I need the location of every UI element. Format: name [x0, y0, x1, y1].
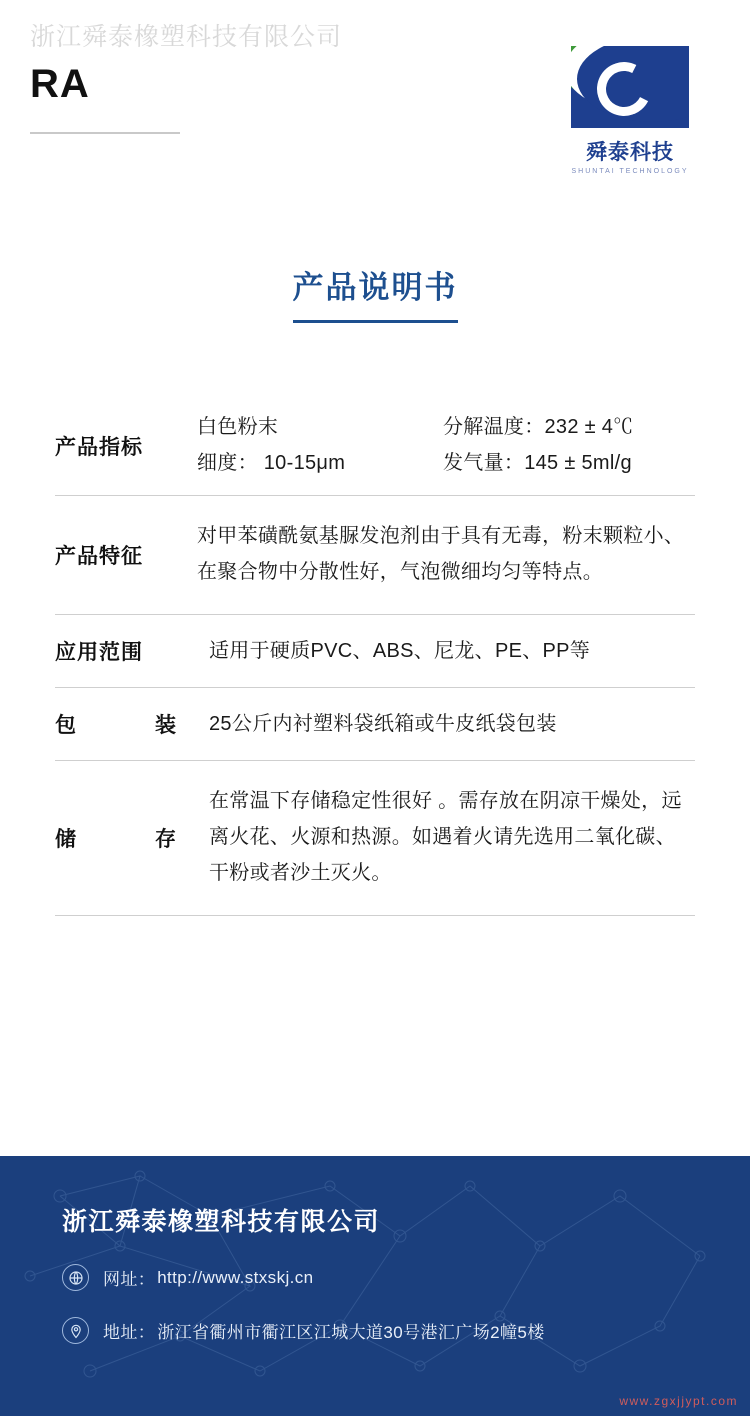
indicators-column-left	[197, 409, 443, 481]
logo-company-cn: 舜泰科技	[586, 141, 674, 164]
indicators-column-right	[443, 409, 695, 481]
row-label-storage	[55, 761, 195, 915]
header-divider	[30, 132, 180, 134]
row-label-application: 应用范围	[55, 641, 143, 664]
globe-icon	[62, 1264, 89, 1291]
shuntai-logo-icon	[571, 46, 689, 128]
footer-website-line	[62, 1264, 750, 1291]
table-row	[55, 397, 695, 496]
indicator-gas-volume: 发气量：145 ± 5ml/g	[443, 452, 632, 474]
row-label-package-part2: 装	[155, 714, 177, 737]
logo-company-en: SHUNTAI TECHNOLOGY	[571, 168, 689, 175]
indicator-fineness: 细度： 10-15μm	[197, 452, 346, 474]
row-label-indicators: 产品指标	[55, 436, 143, 459]
footer-address-line	[62, 1317, 750, 1344]
row-value-package: 25公斤内衬塑料袋纸箱或牛皮纸袋包装	[209, 713, 557, 735]
footer-website-label: 网址：	[103, 1270, 156, 1289]
footer-company-name: 浙江舜泰橡塑科技有限公司	[62, 1208, 381, 1236]
row-label-package	[55, 688, 195, 760]
brand-logo	[565, 46, 695, 175]
row-value-application: 适用于硬质PVC、ABS、尼龙、PE、PP等	[209, 640, 591, 662]
indicator-decomposition-temp: 分解温度：232 ± 4℃	[443, 416, 634, 438]
page-header	[0, 0, 750, 200]
footer-content	[0, 1156, 750, 1344]
footer-address-label: 地址：	[103, 1323, 156, 1342]
site-watermark: www.zgxjjypt.com	[619, 1394, 738, 1408]
page-footer	[0, 1156, 750, 1416]
row-label-features: 产品特征	[55, 545, 143, 568]
location-pin-icon	[62, 1317, 89, 1344]
row-label-package-part1: 包	[55, 714, 77, 737]
table-row	[55, 688, 695, 761]
document-title-block	[0, 262, 750, 323]
specification-table	[55, 397, 695, 916]
table-row	[55, 615, 695, 688]
footer-address-value: 浙江省衢州市衢江区江城大道30号港汇广场2幢5楼	[157, 1323, 545, 1342]
row-label-storage-part1: 储	[55, 828, 77, 851]
product-code: RA	[30, 62, 90, 106]
row-value-indicators	[195, 397, 695, 495]
page-title: 产品说明书	[293, 262, 458, 323]
footer-website-value[interactable]: http://www.stxskj.cn	[157, 1267, 314, 1287]
indicator-appearance: 白色粉末	[197, 416, 279, 438]
table-row	[55, 761, 695, 916]
row-value-features: 对甲苯磺酰氨基脲发泡剂由于具有无毒，粉末颗粒小、在聚合物中分散性好，气泡微细均匀等特点。	[197, 525, 685, 583]
company-name-watermark: 浙江舜泰橡塑科技有限公司	[30, 23, 343, 51]
row-label-storage-part2: 存	[155, 828, 177, 851]
table-row	[55, 496, 695, 615]
row-value-storage: 在常温下存储稳定性很好 。需存放在阴凉干燥处，远离火花、火源和热源。如遇着火请先选用二氧化碳、干粉或者沙土灭火。	[209, 790, 682, 884]
